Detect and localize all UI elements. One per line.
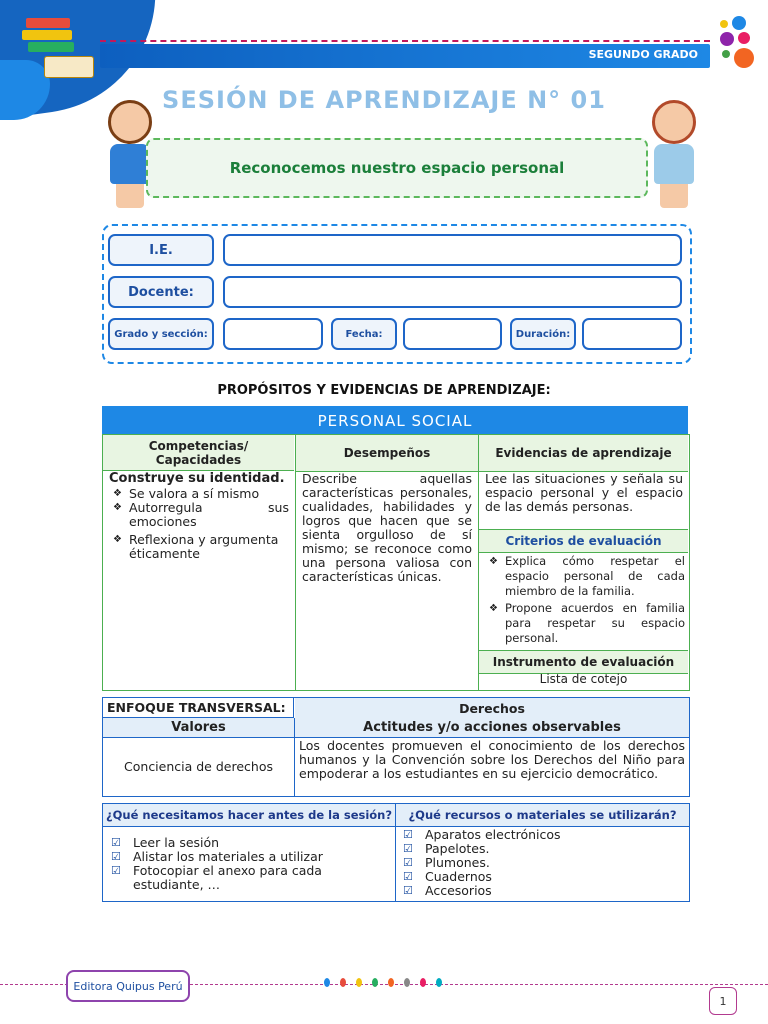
instrumento-header: Instrumento de evaluación <box>479 650 688 674</box>
footer-dots-decoration <box>324 978 444 992</box>
criterios-header: Criterios de evaluación <box>479 529 688 553</box>
capacidad-item: ❖ Reflexiona y argumenta éticamente <box>109 533 289 561</box>
criterios-list <box>485 554 685 646</box>
header-competencias: Competencias/ Capacidades <box>103 435 294 471</box>
header-desempenos: Desempeños <box>296 435 478 472</box>
preparation-table <box>102 803 690 902</box>
criterio-item: ❖ Propone acuerdos en familia para respetar su espacio personal. <box>485 601 685 646</box>
before-item: ☑ Fotocopiar el anexo para cada estudiante, … <box>105 864 390 892</box>
before-item: ☑ Leer la sesión <box>105 836 390 850</box>
fecha-label: Fecha: <box>331 318 397 350</box>
before-list <box>105 836 390 892</box>
valor-text: Conciencia de derechos <box>103 737 295 796</box>
capacidad-item: ❖ Autorregula sus emociones <box>109 501 289 529</box>
resources-list <box>397 828 682 898</box>
resource-item: ☑ Plumones. <box>397 856 682 870</box>
desempeno-text: Describe aquellas características personales, cualidades, habilidades y logros que hacen que se sienta orgulloso de sí mismo; se reconoce como una persona valiosa con características únicas. <box>302 471 472 584</box>
purposes-title: PROPÓSITOS Y EVIDENCIAS DE APRENDIZAJE: <box>217 383 551 398</box>
resource-item: ☑ Papelotes. <box>397 842 682 856</box>
grado-label: Grado y sección: <box>108 318 214 350</box>
grado-field[interactable] <box>223 318 323 350</box>
valores-header: Valores <box>103 718 295 738</box>
resource-item: ☑ Accesorios <box>397 884 682 898</box>
fecha-field[interactable] <box>403 318 502 350</box>
ie-label: I.E. <box>108 234 214 266</box>
resource-item: ☑ Cuadernos <box>397 870 682 884</box>
capacidades-list <box>109 487 289 561</box>
header-evidencias: Evidencias de aprendizaje <box>479 435 688 472</box>
enfoque-table <box>102 697 690 797</box>
instrumento-text: Lista de cotejo <box>539 672 628 686</box>
competencia-text: Construye su identidad. <box>109 471 285 486</box>
area-header: PERSONAL SOCIAL <box>102 406 688 435</box>
before-header: ¿Qué necesitamos hacer antes de la sesión? <box>103 804 396 827</box>
capacidad-item: ❖ Se valora a sí mismo <box>109 487 289 501</box>
page-number: 1 <box>709 987 737 1015</box>
purposes-table <box>102 434 690 691</box>
session-theme: Reconocemos nuestro espacio personal <box>146 138 648 198</box>
page-title: SESIÓN DE APRENDIZAJE N° 01 <box>162 86 606 114</box>
duracion-field[interactable] <box>582 318 682 350</box>
evidencia-text: Lee las situaciones y señala su espacio personal y el espacio de las demás personas. <box>485 471 683 514</box>
enfoque-value: Derechos <box>295 698 689 719</box>
header-dash <box>100 40 710 42</box>
books-icon <box>22 18 92 78</box>
resource-item: ☑ Aparatos electrónicos <box>397 828 682 842</box>
publisher-badge: Editora Quipus Perú <box>66 970 190 1002</box>
resources-header: ¿Qué recursos o materiales se utilizarán? <box>396 804 689 827</box>
grade-label: SEGUNDO GRADO <box>588 48 698 61</box>
criterio-item: ❖ Explica cómo respetar el espacio personal de cada miembro de la familia. <box>485 554 685 599</box>
before-item: ☑ Alistar los materiales a utilizar <box>105 850 390 864</box>
dots-decoration <box>718 14 762 70</box>
enfoque-label: ENFOQUE TRANSVERSAL: <box>103 698 294 718</box>
docente-field[interactable] <box>223 276 682 308</box>
docente-label: Docente: <box>108 276 214 308</box>
ie-field[interactable] <box>223 234 682 266</box>
actitud-text: Los docentes promueven el conocimiento de los derechos humanos y la Convención sobre los Derechos del Niño para empoderar a los estudiantes en su ejercicio democrático. <box>299 738 685 781</box>
girl-illustration <box>640 100 710 210</box>
duracion-label: Duración: <box>510 318 576 350</box>
actitudes-header: Actitudes y/o acciones observables <box>295 718 689 738</box>
